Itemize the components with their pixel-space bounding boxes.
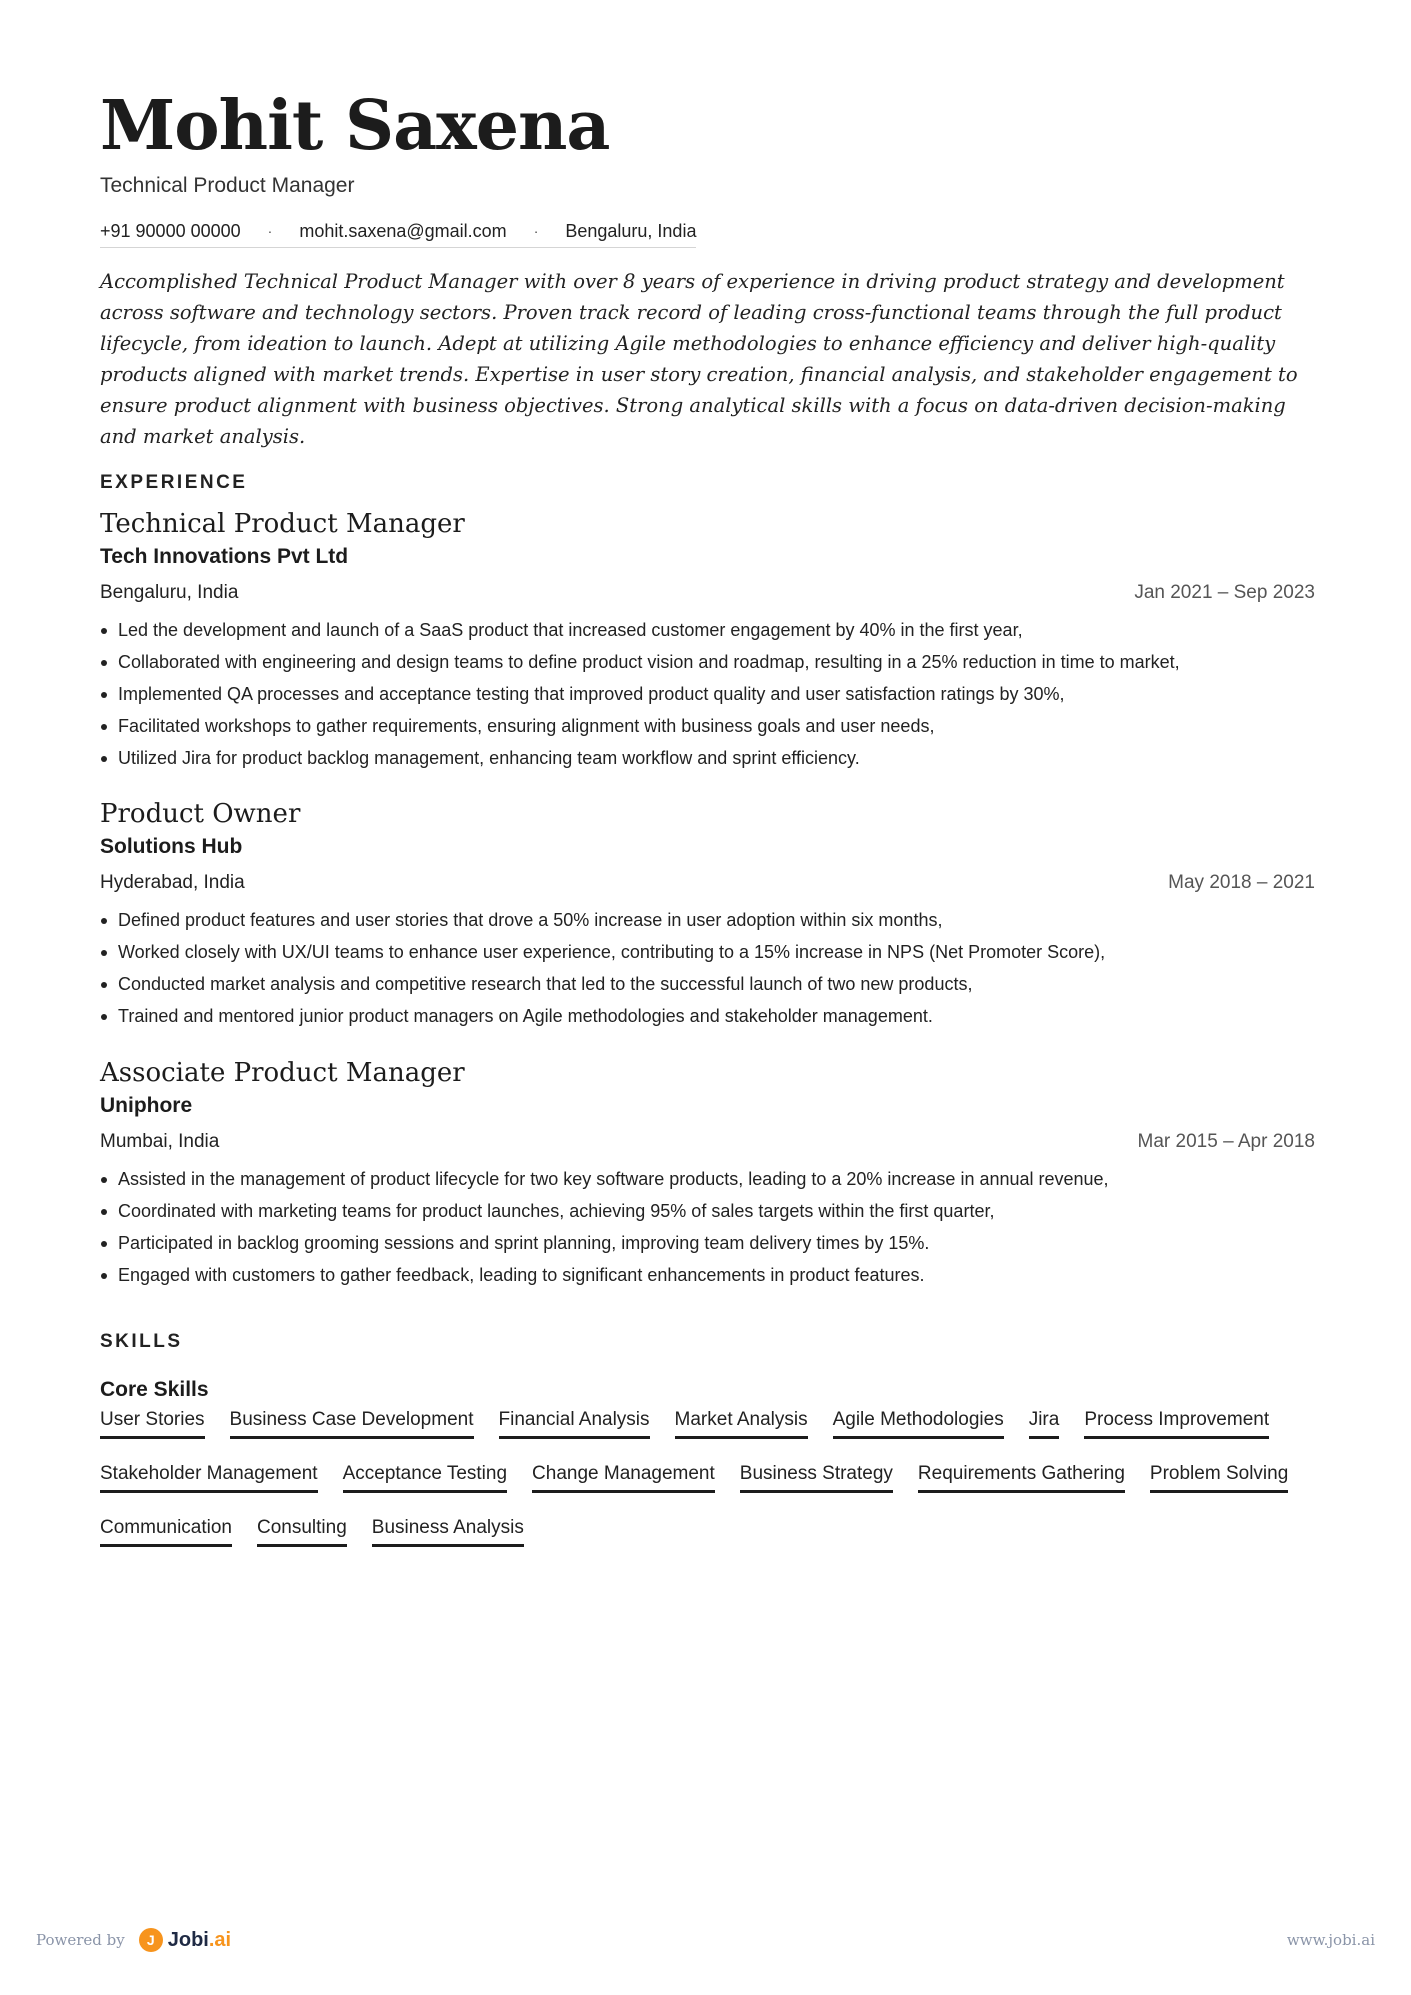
skill-chip: Communication <box>100 1515 232 1547</box>
job-location: Bengaluru, India <box>100 582 239 603</box>
job-dates: Mar 2015 – Apr 2018 <box>1137 1131 1315 1152</box>
bullet-item: Implemented QA processes and acceptance testing that improved product quality and user satisfaction ratings by 30%, <box>100 678 1315 710</box>
bullet-item: Defined product features and user stories that drove a 50% increase in user adoption within six months, <box>100 904 1315 936</box>
job-company: Tech Innovations Pvt Ltd <box>100 545 349 568</box>
skill-chip: Stakeholder Management <box>100 1461 318 1493</box>
contact-location: Bengaluru, India <box>565 221 697 241</box>
jobi-logo-text <box>168 1929 231 1952</box>
skills-list <box>100 1407 1320 1547</box>
skill-chip: Business Case Development <box>230 1407 474 1439</box>
bullet-item: Utilized Jira for product backlog management, enhancing team workflow and sprint efficiency. <box>100 742 1315 774</box>
bullet-item: Participated in backlog grooming sessions and sprint planning, improving team delivery times by 15%. <box>100 1227 1315 1259</box>
job-title: Technical Product Manager <box>100 509 465 539</box>
logo-name: Jobi <box>167 1928 209 1951</box>
bullet-item: Facilitated workshops to gather requirements, ensuring alignment with business goals and user needs, <box>100 710 1315 742</box>
experience-section-title: EXPERIENCE <box>100 472 248 493</box>
skill-chip: Problem Solving <box>1150 1461 1288 1493</box>
skill-chip: Business Analysis <box>372 1515 524 1547</box>
logo-suffix: .ai <box>208 1928 232 1951</box>
job-company: Uniphore <box>100 1094 193 1117</box>
skill-chip: Jira <box>1029 1407 1060 1439</box>
contact-separator: · <box>267 223 273 239</box>
candidate-role: Technical Product Manager <box>100 174 355 197</box>
bullet-item: Conducted market analysis and competitive research that led to the successful launch of two new products, <box>100 968 1315 1000</box>
bullet-item: Trained and mentored junior product managers on Agile methodologies and stakeholder management. <box>100 1000 1315 1032</box>
skill-chip: User Stories <box>100 1407 205 1439</box>
jobi-logo-icon: J <box>139 1928 163 1952</box>
job-meta <box>100 870 1315 896</box>
job-location: Mumbai, India <box>100 1131 220 1152</box>
skill-chip: Requirements Gathering <box>918 1461 1125 1493</box>
bullet-item: Engaged with customers to gather feedback, leading to significant enhancements in product features. <box>100 1259 1315 1291</box>
skill-chip: Consulting <box>257 1515 347 1547</box>
bullet-item: Coordinated with marketing teams for product launches, achieving 95% of sales targets within the first quarter, <box>100 1195 1315 1227</box>
skill-chip: Acceptance Testing <box>343 1461 507 1493</box>
job-entry <box>100 797 1315 1032</box>
skill-chip: Market Analysis <box>675 1407 808 1439</box>
bullet-item: Collaborated with engineering and design teams to define product vision and roadmap, resulting in a 25% reduction in time to market, <box>100 646 1315 678</box>
skill-chip: Financial Analysis <box>499 1407 650 1439</box>
candidate-name: Mohit Saxena <box>100 86 610 166</box>
contact-separator: · <box>533 223 539 239</box>
job-dates: May 2018 – 2021 <box>1168 872 1315 893</box>
job-entry <box>100 1056 1315 1291</box>
contact-email[interactable]: mohit.saxena@gmail.com <box>299 221 507 241</box>
job-dates: Jan 2021 – Sep 2023 <box>1134 582 1315 603</box>
bullet-item: Worked closely with UX/UI teams to enhance user experience, contributing to a 15% increase in NPS (Net Promoter Score), <box>100 936 1315 968</box>
skill-chip: Business Strategy <box>740 1461 893 1493</box>
skill-chip: Process Improvement <box>1084 1407 1269 1439</box>
job-location: Hyderabad, India <box>100 872 245 893</box>
job-bullets <box>100 1163 1315 1291</box>
job-meta <box>100 1129 1315 1155</box>
bullet-item: Assisted in the management of product lifecycle for two key software products, leading to a 20% increase in annual revenue, <box>100 1163 1315 1195</box>
powered-by-label: Powered by <box>36 1931 125 1949</box>
job-title: Product Owner <box>100 799 301 829</box>
job-meta <box>100 580 1315 606</box>
skill-chip: Agile Methodologies <box>833 1407 1004 1439</box>
contact-phone[interactable]: +91 90000 00000 <box>100 221 241 241</box>
job-title: Associate Product Manager <box>100 1058 465 1088</box>
skills-section-title: SKILLS <box>100 1331 183 1352</box>
footer-branding[interactable] <box>36 1928 231 1952</box>
skills-subtitle: Core Skills <box>100 1378 209 1401</box>
professional-summary: Accomplished Technical Product Manager with over 8 years of experience in driving product strategy and development across software and technology sectors. Proven track record of leading cross-functional teams through the full product lifecycle, from ideation to launch. Adept at utilizing Agile methodologies to enhance efficiency and deliver high-quality products aligned with market trends. Expertise in user story creation, financial analysis, and stakeholder engagement to ensure product alignment with business objectives. Strong analytical skills with a focus on data-driven decision-making and market analysis. <box>100 270 1298 448</box>
job-bullets <box>100 614 1315 774</box>
job-company: Solutions Hub <box>100 835 243 858</box>
job-entry <box>100 507 1315 774</box>
skill-chip: Change Management <box>532 1461 715 1493</box>
job-bullets <box>100 904 1315 1032</box>
contact-bar <box>100 218 696 248</box>
bullet-item: Led the development and launch of a SaaS product that increased customer engagement by 40% in the first year, <box>100 614 1315 646</box>
footer-website-link[interactable]: www.jobi.ai <box>1286 1931 1375 1949</box>
